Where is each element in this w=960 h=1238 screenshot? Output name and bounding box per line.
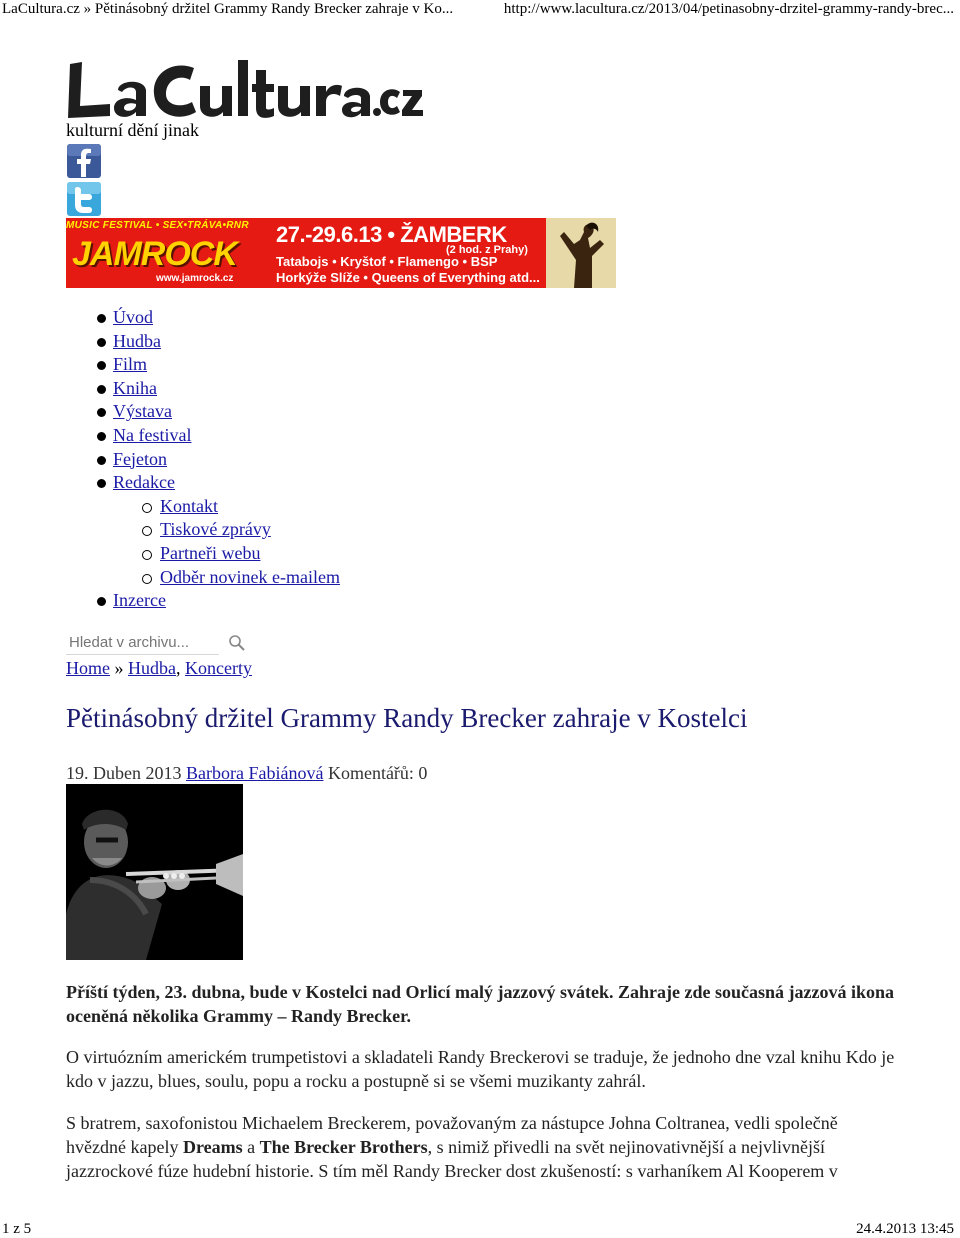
article-photo — [66, 784, 243, 960]
circle-bullet-icon — [142, 503, 152, 513]
search-form — [66, 632, 246, 654]
bullet-icon — [97, 338, 106, 347]
banner-bands-line1: Tatabojs • Kryštof • Flamengo • BSP — [276, 254, 498, 269]
nav-link-vystava[interactable]: Výstava — [113, 401, 172, 422]
nav-item-vystava[interactable] — [66, 400, 340, 424]
nav-subitem-tiskove-zpravy[interactable] — [66, 518, 340, 542]
nav-item-redakce[interactable] — [66, 471, 340, 495]
nav-link-partneri-webu[interactable]: Partneři webu — [160, 542, 261, 563]
paragraph-2-text-e: , s nimiž přivedli na svět nejinovativnější a nejvlivnější jazzrockové fúze hudební historie. S tím měl Randy Brecker dost zkušeností: s varhaníkem Al Kooperem v — [66, 1137, 838, 1181]
bullet-icon — [97, 314, 106, 323]
article-date: 19. Duben 2013 — [66, 763, 182, 783]
banner-performer-figure — [546, 218, 616, 288]
jamrock-banner-ad[interactable] — [66, 218, 616, 288]
nav-subitem-partneri-webu[interactable] — [66, 542, 340, 566]
main-nav — [66, 306, 340, 613]
nav-item-inzerce[interactable] — [66, 589, 340, 613]
banner-where: (2 hod. z Prahy) — [446, 244, 528, 256]
article-paragraph-2 — [66, 1111, 896, 1183]
nav-link-kniha[interactable]: Kniha — [113, 377, 157, 398]
paragraph-2-text-c: a — [242, 1137, 260, 1157]
bullet-icon — [97, 456, 106, 465]
bullet-icon — [97, 432, 106, 441]
nav-link-redakce[interactable]: Redakce — [113, 472, 175, 493]
facebook-icon[interactable] — [66, 143, 102, 179]
nav-link-na-festival[interactable]: Na festival — [113, 424, 192, 445]
article-lead: Příští týden, 23. dubna, bude v Kostelci nad Orlicí malý jazzový svátek. Zahraje zde současná jazzová ikona oceněná několika Grammy – Randy Brecker. — [66, 982, 894, 1026]
nav-item-kniha[interactable] — [66, 377, 340, 401]
twitter-icon[interactable] — [66, 181, 102, 217]
circle-bullet-icon — [142, 574, 152, 584]
breadcrumb — [66, 657, 252, 679]
band-name-brecker-brothers: The Brecker Brothers — [259, 1137, 428, 1157]
bullet-icon — [97, 597, 106, 606]
print-footer — [0, 1220, 960, 1238]
article-meta — [66, 762, 427, 784]
breadcrumb-hudba[interactable]: Hudba — [128, 658, 176, 678]
nav-link-uvod[interactable]: Úvod — [113, 307, 153, 327]
band-name-dreams: Dreams — [182, 1137, 243, 1157]
banner-brand: JAMROCK — [72, 235, 237, 273]
print-page-number: 1 z 5 — [2, 1221, 32, 1237]
nav-item-na-festival[interactable] — [66, 424, 340, 448]
nav-item-uvod[interactable] — [66, 306, 340, 330]
paragraph-2-text-a: S bratrem, saxofonistou Michaelem Breckerem, považovaným za nástupce Johna Coltranea, vedli společně hvězdné kapely — [66, 1113, 838, 1157]
nav-link-odber-novinek[interactable]: Odběr novinek e-mailem — [160, 566, 340, 587]
nav-subitem-odber-novinek[interactable] — [66, 566, 340, 590]
nav-link-hudba[interactable]: Hudba — [113, 330, 161, 351]
nav-item-fejeton[interactable] — [66, 448, 340, 472]
breadcrumb-home[interactable]: Home — [66, 658, 110, 678]
article-comments-count: Komentářů: 0 — [327, 763, 428, 783]
nav-link-fejeton[interactable]: Fejeton — [113, 448, 167, 469]
site-logo[interactable] — [66, 56, 426, 126]
bullet-icon — [97, 479, 106, 488]
site-tagline: kulturní dění jinak — [66, 120, 199, 140]
nav-link-inzerce[interactable]: Inzerce — [113, 590, 166, 611]
bullet-icon — [97, 385, 106, 394]
nav-item-film[interactable] — [66, 353, 340, 377]
banner-top-strip: MUSIC FESTIVAL • SEX•TRÁVA•RNR — [66, 220, 249, 231]
article-paragraph-1: O virtuózním americkém trumpetistovi a skladateli Randy Breckerovi se traduje, že jednoho dne vzal knihu Kdo je kdo v jazzu, blues, soulu, popu a rocku a postupně si se všemi muzikanty zahrál. — [66, 1047, 895, 1091]
bullet-icon — [97, 361, 106, 370]
banner-bands-line2: Horkýže Slíže • Queens of Everything atd... — [276, 270, 540, 285]
print-page-title: LaCultura.cz » Pětinásobný držitel Grammy Randy Brecker zahraje v Ko... — [2, 1, 454, 17]
article-author-link[interactable]: Barbora Fabiánová — [186, 763, 324, 783]
article-title: Pětinásobný držitel Grammy Randy Brecker zahraje v Kostelci — [66, 703, 748, 733]
nav-link-tiskove-zpravy[interactable]: Tiskové zprávy — [160, 519, 271, 540]
circle-bullet-icon — [142, 550, 152, 560]
search-input[interactable] — [66, 632, 219, 655]
print-header — [0, 0, 960, 20]
nav-link-film[interactable]: Film — [113, 354, 148, 375]
banner-url: www.jamrock.cz — [156, 273, 234, 284]
nav-item-hudba[interactable] — [66, 330, 340, 354]
circle-bullet-icon — [142, 526, 152, 536]
bullet-icon — [97, 408, 106, 417]
print-page-url: http://www.lacultura.cz/2013/04/petinasobny-drzitel-grammy-randy-brec... — [503, 1, 954, 17]
banner-dates: 27.-29.6.13 • ŽAMBERK — [276, 222, 507, 247]
search-icon[interactable] — [228, 634, 246, 652]
nav-link-kontakt[interactable]: Kontakt — [160, 495, 218, 516]
breadcrumb-comma: , — [176, 658, 181, 678]
breadcrumb-koncerty[interactable]: Koncerty — [185, 658, 252, 678]
print-datetime: 24.4.2013 13:45 — [856, 1221, 954, 1237]
nav-subitem-kontakt[interactable] — [66, 495, 340, 519]
breadcrumb-separator: » — [114, 658, 124, 678]
